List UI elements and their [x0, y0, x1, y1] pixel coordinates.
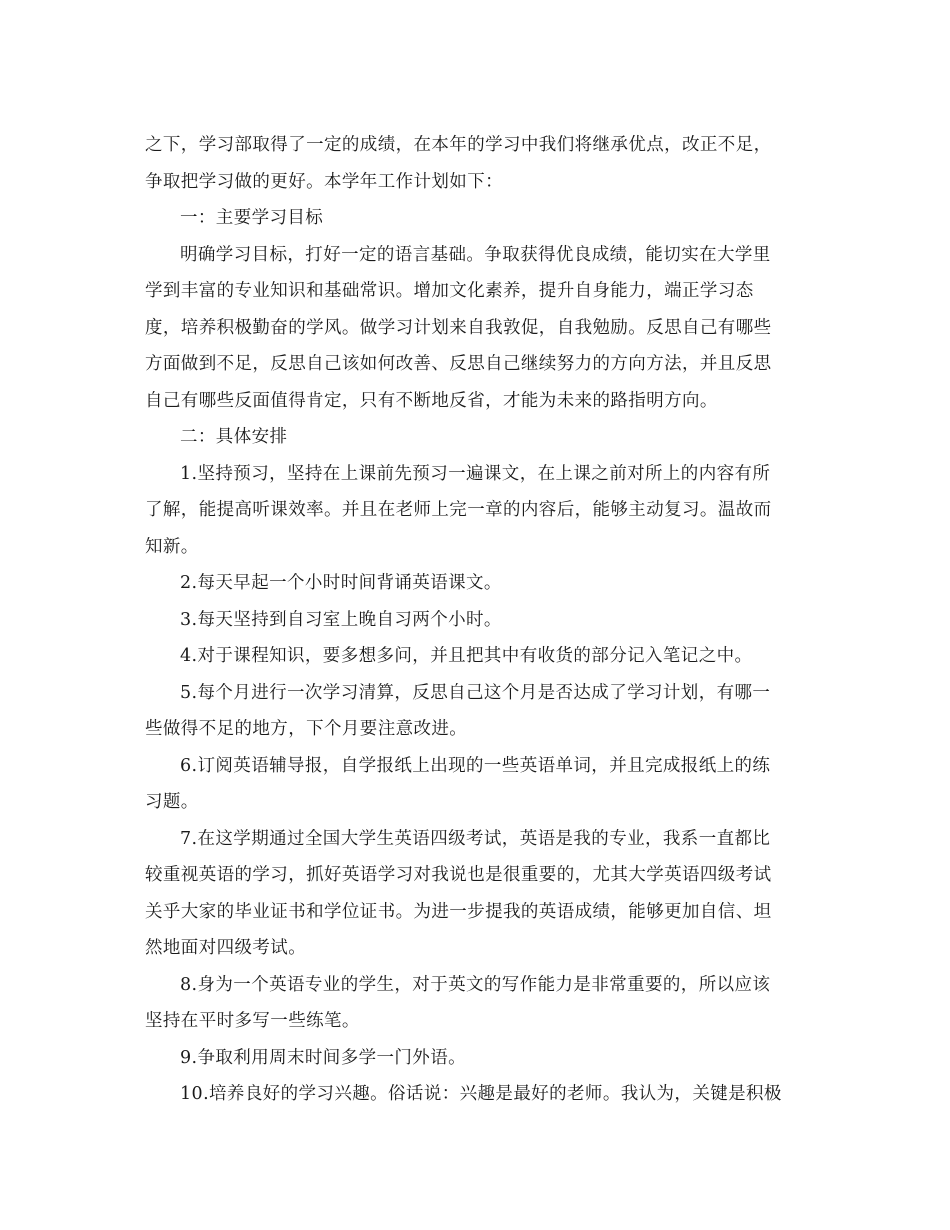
list-item: 4.对于课程知识，要多想多问，并且把其中有收货的部分记入笔记之中。	[180, 646, 753, 666]
text-line: 坚持在平时多写一些练笔。	[145, 1011, 360, 1031]
list-item: 6.订阅英语辅导报，自学报纸上出现的一些英语单词，并且完成报纸上的练	[180, 755, 771, 776]
text-line: 度，培养积极勤奋的学风。做学习计划来自我敦促，自我勉励。反思自己有哪些	[145, 317, 772, 338]
list-item: 8.身为一个英语专业的学生，对于英文的写作能力是非常重要的，所以应该	[180, 974, 771, 995]
text-line: 之下，学习部取得了一定的成绩，在本年的学习中我们将继承优点，改正不足，	[145, 135, 772, 155]
section-heading: 一：主要学习目标	[180, 208, 324, 228]
text-line: 方面做到不足，反思自己该如何改善、反思自己继续努力的方向方法，并且反思	[145, 354, 772, 374]
text-line: 争取把学习做的更好。本学年工作计划如下：	[145, 171, 503, 192]
document-body	[145, 127, 805, 1113]
section-heading: 二：具体安排	[180, 427, 288, 447]
text-line: 学到丰富的专业知识和基础常识。增加文化素养，提升自身能力，端正学习态	[145, 281, 754, 301]
text-line: 些做得不足的地方，下个月要注意改进。	[145, 719, 468, 739]
list-item: 10.培养良好的学习兴趣。俗话说：兴趣是最好的老师。我认为，关键是积极	[180, 1084, 782, 1104]
text-line: 然地面对四级考试。	[145, 938, 307, 958]
list-item: 1.坚持预习，坚持在上课前先预习一遍课文，在上课之前对所上的内容有所	[180, 463, 771, 484]
text-line: 较重视英语的学习，抓好英语学习对我说也是很重要的，尤其大学英语四级考试	[145, 865, 772, 885]
list-item: 5.每个月进行一次学习清算，反思自己这个月是否达成了学习计划，有哪一	[180, 682, 771, 703]
text-line: 习题。	[145, 792, 199, 812]
list-item: 2.每天早起一个小时时间背诵英语课文。	[180, 573, 502, 593]
text-line: 关乎大家的毕业证书和学位证书。为进一步提我的英语成绩，能够更加自信、坦	[145, 901, 772, 922]
list-item: 9.争取利用周末时间多学一门外语。	[180, 1047, 466, 1068]
list-item: 3.每天坚持到自习室上晚自习两个小时。	[180, 609, 502, 630]
list-item: 7.在这学期通过全国大学生英语四级考试，英语是我的专业，我系一直都比	[180, 828, 771, 849]
text-line: 自己有哪些反面值得肯定，只有不断地反省，才能为未来的路指明方向。	[145, 390, 718, 411]
text-line: 知新。	[145, 536, 199, 557]
text-line: 了解，能提高听课效率。并且在老师上完一章的内容后，能够主动复习。温故而	[145, 500, 772, 520]
text-line: 明确学习目标，打好一定的语言基础。争取获得优良成绩，能切实在大学里	[180, 244, 771, 265]
